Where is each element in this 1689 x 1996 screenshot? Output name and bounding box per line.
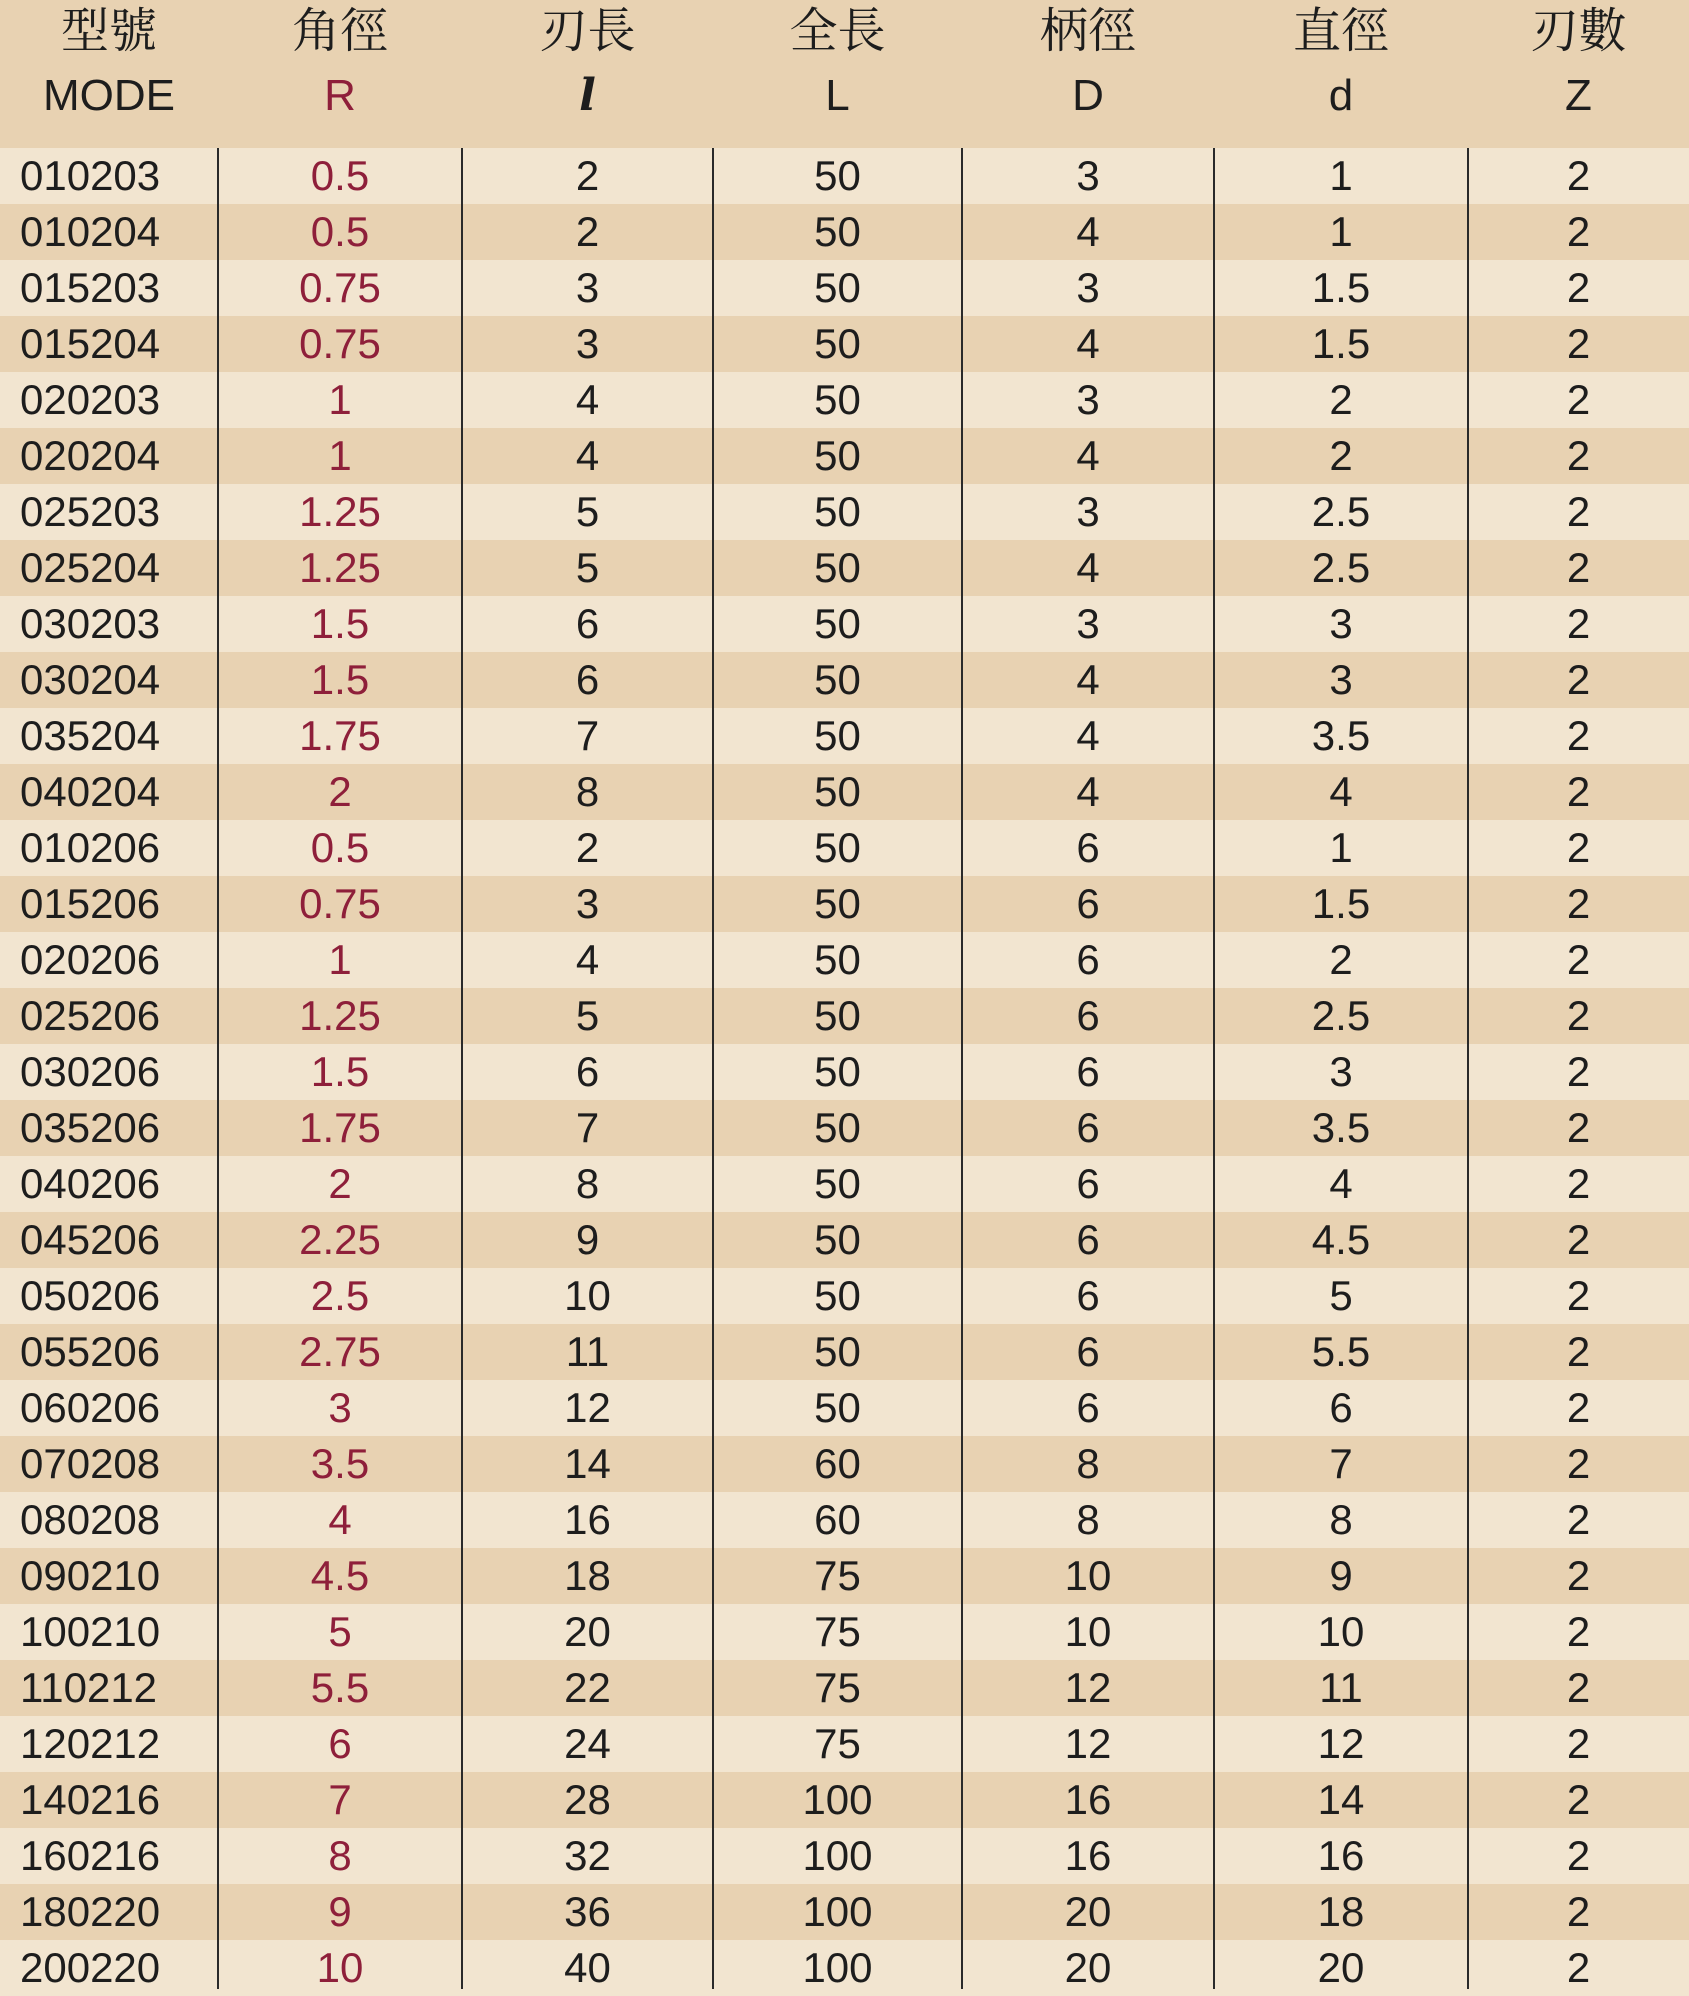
column-divider — [712, 148, 714, 1989]
model-cell: 100210 — [20, 1608, 161, 1655]
header-overall-length-zh: 全長 — [789, 3, 886, 59]
model-cell: 070208 — [20, 1440, 161, 1487]
flute-length-cell: 32 — [564, 1832, 611, 1879]
overall-length-cell: 50 — [814, 1272, 861, 1319]
flute-length-cell: 18 — [564, 1552, 611, 1599]
overall-length-cell: 50 — [814, 264, 861, 311]
table-row — [0, 204, 1689, 260]
diameter-cell: 2 — [1329, 432, 1353, 479]
shank-diameter-cell: 6 — [1076, 936, 1100, 983]
model-cell: 025206 — [20, 992, 161, 1039]
overall-length-cell: 50 — [814, 1048, 861, 1095]
overall-length-cell: 75 — [814, 1552, 861, 1599]
header-shank-diameter — [962, 0, 1214, 148]
header-flutes — [1468, 0, 1689, 148]
flutes-cell: 2 — [1566, 208, 1591, 255]
diameter-cell: 2.5 — [1311, 544, 1371, 591]
diameter-cell: 2.5 — [1311, 488, 1371, 535]
overall-length-cell: 50 — [814, 824, 861, 871]
overall-length-cell: 50 — [814, 432, 861, 479]
radius-cell: 4 — [328, 1496, 352, 1543]
flute-length-cell: 4 — [575, 432, 600, 479]
shank-diameter-cell: 3 — [1076, 376, 1100, 423]
model-cell: 160216 — [20, 1832, 161, 1879]
model-cell: 035204 — [20, 712, 161, 759]
flute-length-cell: 14 — [564, 1440, 611, 1487]
shank-diameter-cell: 4 — [1076, 320, 1100, 367]
flute-length-cell: 36 — [564, 1888, 611, 1935]
model-cell: 035206 — [20, 1104, 161, 1151]
model-cell: 025204 — [20, 544, 161, 591]
shank-diameter-cell: 8 — [1076, 1496, 1100, 1543]
flutes-cell: 2 — [1566, 936, 1591, 983]
flute-length-cell: 7 — [575, 1104, 600, 1151]
overall-length-cell: 50 — [814, 320, 861, 367]
table-row — [0, 1828, 1689, 1884]
shank-diameter-cell: 3 — [1076, 152, 1100, 199]
table-row — [0, 876, 1689, 932]
radius-cell: 2 — [328, 1160, 352, 1207]
radius-cell: 0.75 — [299, 264, 381, 311]
table-row — [0, 1324, 1689, 1380]
flutes-cell: 2 — [1566, 1104, 1591, 1151]
model-cell: 015203 — [20, 264, 161, 311]
model-cell: 010206 — [20, 824, 161, 871]
overall-length-cell: 75 — [814, 1664, 861, 1711]
radius-cell: 5 — [328, 1608, 352, 1655]
radius-cell: 7 — [328, 1776, 352, 1823]
diameter-cell: 1.5 — [1311, 880, 1371, 927]
flute-length-cell: 6 — [575, 600, 600, 647]
radius-cell: 1.75 — [299, 1104, 381, 1151]
table-row — [0, 1716, 1689, 1772]
radius-cell: 8 — [328, 1832, 352, 1879]
flutes-cell: 2 — [1566, 432, 1591, 479]
column-divider — [1213, 148, 1215, 1989]
header-flutes-zh: 刃數 — [1530, 3, 1627, 59]
flutes-cell: 2 — [1566, 1048, 1591, 1095]
diameter-cell: 14 — [1317, 1776, 1365, 1823]
diameter-cell: 16 — [1317, 1832, 1365, 1879]
flutes-cell: 2 — [1566, 1776, 1591, 1823]
table-row — [0, 1548, 1689, 1604]
shank-diameter-cell: 12 — [1064, 1720, 1112, 1767]
model-cell: 040204 — [20, 768, 161, 815]
diameter-cell: 1.5 — [1311, 264, 1371, 311]
table-row — [0, 820, 1689, 876]
radius-cell: 1 — [328, 376, 352, 423]
table-row — [0, 1604, 1689, 1660]
model-cell: 080208 — [20, 1496, 161, 1543]
overall-length-cell: 60 — [814, 1496, 861, 1543]
table-row — [0, 484, 1689, 540]
shank-diameter-cell: 6 — [1076, 992, 1100, 1039]
diameter-cell: 3 — [1329, 600, 1353, 647]
overall-length-cell: 100 — [802, 1888, 873, 1935]
model-cell: 025203 — [20, 488, 161, 535]
model-cell: 030206 — [20, 1048, 161, 1095]
flutes-cell: 2 — [1566, 992, 1591, 1039]
diameter-cell: 8 — [1329, 1496, 1353, 1543]
flutes-cell: 2 — [1566, 544, 1591, 591]
flute-length-cell: 5 — [575, 488, 600, 535]
model-cell: 020204 — [20, 432, 161, 479]
model-cell: 030204 — [20, 656, 161, 703]
radius-cell: 1 — [328, 432, 352, 479]
flute-length-cell: 24 — [564, 1720, 611, 1767]
flute-length-cell: 3 — [575, 264, 600, 311]
radius-cell: 4.5 — [310, 1552, 370, 1599]
table-row — [0, 1044, 1689, 1100]
model-cell: 200220 — [20, 1944, 161, 1991]
table-row — [0, 1660, 1689, 1716]
flutes-cell: 2 — [1566, 1832, 1591, 1879]
table-row — [0, 932, 1689, 988]
diameter-cell: 4 — [1329, 768, 1353, 815]
flutes-cell: 2 — [1566, 600, 1591, 647]
flutes-cell: 2 — [1566, 656, 1591, 703]
flute-length-cell: 4 — [575, 376, 600, 423]
header-model-en: MODE — [43, 71, 175, 120]
flutes-cell: 2 — [1566, 1496, 1591, 1543]
overall-length-cell: 50 — [814, 1216, 861, 1263]
model-cell: 030203 — [20, 600, 161, 647]
diameter-cell: 1 — [1329, 208, 1353, 255]
column-divider — [217, 148, 219, 1989]
flutes-cell: 2 — [1566, 152, 1591, 199]
table-header — [0, 0, 1689, 148]
flute-length-cell: 5 — [575, 992, 600, 1039]
radius-cell: 1.5 — [310, 1048, 370, 1095]
shank-diameter-cell: 4 — [1076, 544, 1100, 591]
column-divider — [461, 148, 463, 1989]
shank-diameter-cell: 4 — [1076, 768, 1100, 815]
table-row — [0, 1212, 1689, 1268]
flutes-cell: 2 — [1566, 1272, 1591, 1319]
diameter-cell: 2.5 — [1311, 992, 1371, 1039]
flutes-cell: 2 — [1566, 488, 1591, 535]
diameter-cell: 2 — [1329, 936, 1353, 983]
radius-cell: 0.75 — [299, 320, 381, 367]
shank-diameter-cell: 6 — [1076, 1272, 1100, 1319]
table-row — [0, 1156, 1689, 1212]
radius-cell: 2.5 — [310, 1272, 370, 1319]
table-row — [0, 764, 1689, 820]
model-cell: 010204 — [20, 208, 161, 255]
table-row — [0, 1492, 1689, 1548]
diameter-cell: 3.5 — [1311, 712, 1371, 759]
shank-diameter-cell: 6 — [1076, 1048, 1100, 1095]
diameter-cell: 1 — [1329, 152, 1353, 199]
diameter-cell: 12 — [1317, 1720, 1365, 1767]
model-cell: 015206 — [20, 880, 161, 927]
overall-length-cell: 50 — [814, 768, 861, 815]
flute-length-cell: 22 — [564, 1664, 611, 1711]
shank-diameter-cell: 4 — [1076, 432, 1100, 479]
flutes-cell: 2 — [1566, 1720, 1591, 1767]
radius-cell: 3 — [328, 1384, 352, 1431]
shank-diameter-cell: 20 — [1064, 1944, 1112, 1991]
shank-diameter-cell: 3 — [1076, 600, 1100, 647]
flute-length-cell: 2 — [575, 824, 600, 871]
diameter-cell: 18 — [1317, 1888, 1365, 1935]
radius-cell: 6 — [328, 1720, 352, 1767]
model-cell: 055206 — [20, 1328, 161, 1375]
header-model — [0, 0, 218, 148]
shank-diameter-cell: 12 — [1064, 1664, 1112, 1711]
flute-length-cell: 6 — [575, 1048, 600, 1095]
flutes-cell: 2 — [1566, 768, 1591, 815]
table-row — [0, 260, 1689, 316]
diameter-cell: 3.5 — [1311, 1104, 1371, 1151]
header-radius — [218, 0, 462, 148]
flute-length-cell: 3 — [575, 880, 600, 927]
table-row — [0, 1268, 1689, 1324]
flute-length-cell: 4 — [575, 936, 600, 983]
overall-length-cell: 50 — [814, 488, 861, 535]
diameter-cell: 4 — [1329, 1160, 1353, 1207]
radius-cell: 2.75 — [299, 1328, 381, 1375]
flute-length-cell: 20 — [564, 1608, 611, 1655]
radius-cell: 2 — [328, 768, 352, 815]
overall-length-cell: 50 — [814, 712, 861, 759]
flute-length-cell: 40 — [564, 1944, 611, 1991]
diameter-cell: 1 — [1329, 824, 1353, 871]
overall-length-cell: 50 — [814, 600, 861, 647]
radius-cell: 1.25 — [299, 992, 381, 1039]
overall-length-cell: 50 — [814, 656, 861, 703]
flutes-cell: 2 — [1566, 880, 1591, 927]
flutes-cell: 2 — [1566, 320, 1591, 367]
overall-length-cell: 100 — [802, 1776, 873, 1823]
overall-length-cell: 50 — [814, 992, 861, 1039]
flutes-cell: 2 — [1566, 1384, 1591, 1431]
flutes-cell: 2 — [1566, 1440, 1591, 1487]
model-cell: 010203 — [20, 152, 161, 199]
diameter-cell: 20 — [1317, 1944, 1365, 1991]
header-flute-length-en: l — [579, 70, 596, 121]
flute-length-cell: 28 — [564, 1776, 611, 1823]
flute-length-cell: 6 — [575, 656, 600, 703]
radius-cell: 10 — [316, 1944, 364, 1991]
shank-diameter-cell: 6 — [1076, 1328, 1100, 1375]
radius-cell: 1.5 — [310, 600, 370, 647]
flutes-cell: 2 — [1566, 1664, 1591, 1711]
overall-length-cell: 50 — [814, 208, 861, 255]
shank-diameter-cell: 10 — [1064, 1552, 1112, 1599]
radius-cell: 1.75 — [299, 712, 381, 759]
table-row — [0, 988, 1689, 1044]
diameter-cell: 1.5 — [1311, 320, 1371, 367]
radius-cell: 1 — [328, 936, 352, 983]
shank-diameter-cell: 4 — [1076, 656, 1100, 703]
flutes-cell: 2 — [1566, 1608, 1591, 1655]
shank-diameter-cell: 6 — [1076, 1216, 1100, 1263]
radius-cell: 2.25 — [299, 1216, 381, 1263]
radius-cell: 0.5 — [310, 152, 370, 199]
table-row — [0, 372, 1689, 428]
model-cell: 040206 — [20, 1160, 161, 1207]
flutes-cell: 2 — [1566, 1160, 1591, 1207]
model-cell: 110212 — [20, 1664, 158, 1711]
flute-length-cell: 10 — [564, 1272, 611, 1319]
overall-length-cell: 50 — [814, 544, 861, 591]
flute-length-cell: 8 — [575, 1160, 600, 1207]
model-cell: 180220 — [20, 1888, 161, 1935]
radius-cell: 0.5 — [310, 824, 370, 871]
model-cell: 060206 — [20, 1384, 161, 1431]
flute-length-cell: 16 — [564, 1496, 611, 1543]
flutes-cell: 2 — [1566, 1888, 1591, 1935]
table-row — [0, 1940, 1689, 1996]
overall-length-cell: 50 — [814, 1384, 861, 1431]
radius-cell: 1.25 — [299, 544, 381, 591]
header-shank-diameter-en: D — [1072, 71, 1104, 120]
flutes-cell: 2 — [1566, 824, 1591, 871]
table-row — [0, 1884, 1689, 1940]
radius-cell: 0.75 — [299, 880, 381, 927]
diameter-cell: 10 — [1317, 1608, 1365, 1655]
diameter-cell: 6 — [1329, 1384, 1353, 1431]
flute-length-cell: 2 — [575, 152, 600, 199]
shank-diameter-cell: 3 — [1076, 264, 1100, 311]
diameter-cell: 2 — [1329, 376, 1353, 423]
overall-length-cell: 50 — [814, 152, 861, 199]
radius-cell: 0.5 — [310, 208, 370, 255]
header-flutes-en: Z — [1565, 71, 1592, 120]
radius-cell: 3.5 — [310, 1440, 370, 1487]
table-row — [0, 428, 1689, 484]
shank-diameter-cell: 16 — [1064, 1776, 1112, 1823]
model-cell: 120212 — [20, 1720, 161, 1767]
overall-length-cell: 60 — [814, 1440, 861, 1487]
shank-diameter-cell: 4 — [1076, 712, 1100, 759]
column-divider — [961, 148, 963, 1989]
model-cell: 140216 — [20, 1776, 161, 1823]
overall-length-cell: 50 — [814, 1328, 861, 1375]
diameter-cell: 4.5 — [1311, 1216, 1371, 1263]
header-overall-length — [713, 0, 962, 148]
model-cell: 050206 — [20, 1272, 161, 1319]
table-row — [0, 1100, 1689, 1156]
table-row — [0, 316, 1689, 372]
table-row — [0, 148, 1689, 204]
table-row — [0, 1436, 1689, 1492]
shank-diameter-cell: 6 — [1076, 1384, 1100, 1431]
flutes-cell: 2 — [1566, 1328, 1591, 1375]
table-row — [0, 540, 1689, 596]
header-overall-length-en: L — [825, 71, 850, 120]
overall-length-cell: 100 — [802, 1832, 873, 1879]
diameter-cell: 3 — [1329, 656, 1353, 703]
table-row — [0, 1380, 1689, 1436]
table-row — [0, 652, 1689, 708]
shank-diameter-cell: 8 — [1076, 1440, 1100, 1487]
diameter-cell: 5.5 — [1311, 1328, 1371, 1375]
table-row — [0, 708, 1689, 764]
shank-diameter-cell: 6 — [1076, 824, 1100, 871]
model-cell: 020203 — [20, 376, 161, 423]
radius-cell: 5.5 — [310, 1664, 370, 1711]
flute-length-cell: 11 — [565, 1328, 610, 1375]
header-flute-length — [462, 0, 713, 148]
overall-length-cell: 50 — [814, 936, 861, 983]
flute-length-cell: 3 — [575, 320, 600, 367]
diameter-cell: 9 — [1329, 1552, 1353, 1599]
shank-diameter-cell: 6 — [1076, 880, 1100, 927]
radius-cell: 1.25 — [299, 488, 381, 535]
model-cell: 020206 — [20, 936, 161, 983]
flute-length-cell: 8 — [575, 768, 600, 815]
diameter-cell: 7 — [1329, 1440, 1353, 1487]
flutes-cell: 2 — [1566, 1216, 1591, 1263]
model-cell: 045206 — [20, 1216, 161, 1263]
header-flute-length-zh: 刃長 — [539, 3, 636, 59]
flutes-cell: 2 — [1566, 264, 1591, 311]
header-radius-en: R — [324, 71, 356, 120]
flute-length-cell: 2 — [575, 208, 600, 255]
flute-length-cell: 9 — [575, 1216, 600, 1263]
shank-diameter-cell: 4 — [1076, 208, 1100, 255]
flutes-cell: 2 — [1566, 712, 1591, 759]
diameter-cell: 5 — [1329, 1272, 1353, 1319]
radius-cell: 1.5 — [310, 656, 370, 703]
overall-length-cell: 75 — [814, 1720, 861, 1767]
flutes-cell: 2 — [1566, 1944, 1591, 1991]
table-row — [0, 1772, 1689, 1828]
flute-length-cell: 12 — [564, 1384, 611, 1431]
shank-diameter-cell: 6 — [1076, 1160, 1100, 1207]
header-diameter-en: d — [1328, 71, 1354, 120]
shank-diameter-cell: 3 — [1076, 488, 1100, 535]
model-cell: 015204 — [20, 320, 161, 367]
header-diameter-zh: 直徑 — [1292, 3, 1389, 59]
header-radius-zh: 角徑 — [291, 3, 388, 59]
overall-length-cell: 50 — [814, 1104, 861, 1151]
overall-length-cell: 75 — [814, 1608, 861, 1655]
diameter-cell: 11 — [1319, 1664, 1363, 1711]
flutes-cell: 2 — [1566, 376, 1591, 423]
overall-length-cell: 50 — [814, 880, 861, 927]
shank-diameter-cell: 6 — [1076, 1104, 1100, 1151]
diameter-cell: 3 — [1329, 1048, 1353, 1095]
overall-length-cell: 50 — [814, 376, 861, 423]
overall-length-cell: 100 — [802, 1944, 873, 1991]
radius-cell: 9 — [328, 1888, 352, 1935]
header-model-zh: 型號 — [60, 3, 157, 59]
shank-diameter-cell: 10 — [1064, 1608, 1112, 1655]
column-divider — [1467, 148, 1469, 1989]
table-row — [0, 596, 1689, 652]
header-diameter — [1214, 0, 1468, 148]
flute-length-cell: 5 — [575, 544, 600, 591]
shank-diameter-cell: 20 — [1064, 1888, 1112, 1935]
shank-diameter-cell: 16 — [1064, 1832, 1112, 1879]
flutes-cell: 2 — [1566, 1552, 1591, 1599]
overall-length-cell: 50 — [814, 1160, 861, 1207]
model-cell: 090210 — [20, 1552, 161, 1599]
header-shank-diameter-zh: 柄徑 — [1039, 3, 1136, 59]
flute-length-cell: 7 — [575, 712, 600, 759]
